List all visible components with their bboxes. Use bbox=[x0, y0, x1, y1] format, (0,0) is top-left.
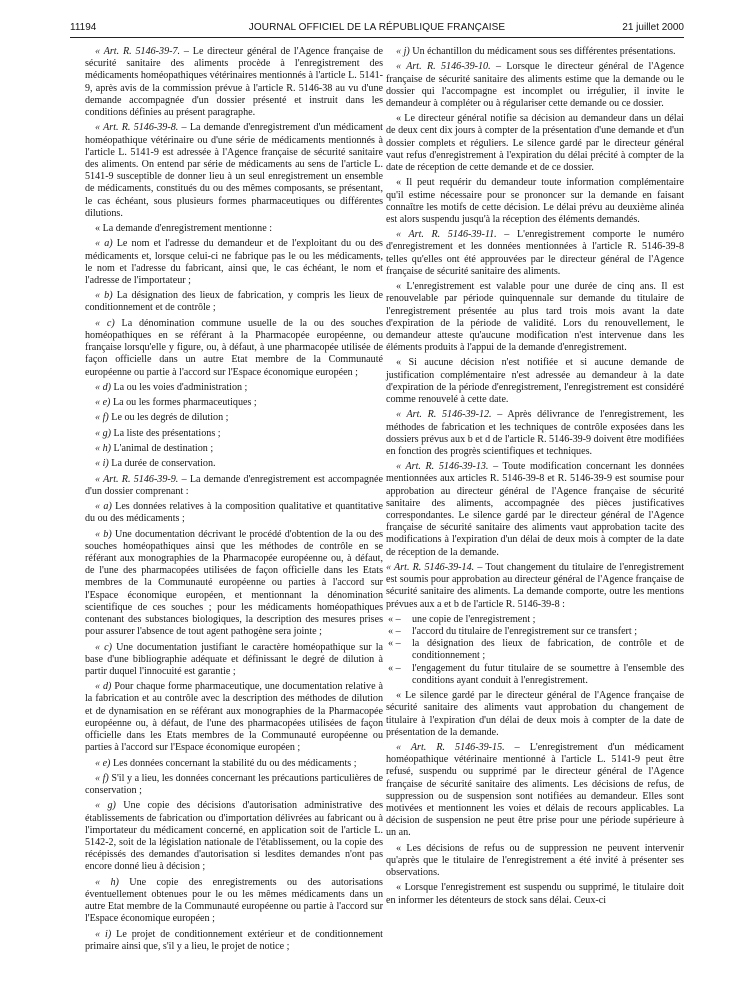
list-marker: « – bbox=[388, 613, 401, 625]
paragraph bbox=[85, 800, 383, 873]
item-letter: « f) bbox=[95, 412, 109, 424]
item-letter: « d) bbox=[95, 681, 112, 693]
paragraph-text: « Le directeur général notifie sa décision au demandeur dans un délai de deux cent dix jours à compter de la présentation d'une demande et d'un dossier complets et réguliers. Le silence gardé par le directeur général vaut refus d'enregistrement à l'expiration du délai précité à compter de la date de réception de cette demande et de ce dossier. bbox=[386, 113, 684, 174]
item-letter: « e) bbox=[95, 757, 111, 769]
paragraph-text: « Il peut requérir du demandeur toute information complémentaire qu'il estime nécessaire pour se prononcer sur la demande en faisant connaître les motifs de cette décision. Le délai prévu au deuxième alinéa est alors suspendu jusqu'à la réception des éléments demandés. bbox=[386, 177, 684, 225]
paragraph bbox=[386, 562, 684, 611]
paragraph-text: Une documentation décrivant le procédé d'obtention de la ou des souches homéopathiques ainsi que les méthodes de contrôle en se référant aux monographies de la Pharmacopée européenne ou, à défaut, de l'une des pharmacopées utilisées de façon officielle dans les Etats membres de la Communauté européenne ou parties à l'accord sur l'Espace économique européen, et mentionnant la dénomination scientifique de ces souches ; pour les médicaments homéopathiques contenant des substances biologiques, la description des mesures prises pour assurer l'absence de tout agent pathogène sera jointe ; bbox=[85, 528, 384, 638]
paragraph-text: La ou les voies d'administration ; bbox=[110, 381, 248, 393]
paragraph bbox=[386, 229, 684, 278]
page-header bbox=[70, 20, 684, 36]
item-letter: « e) bbox=[95, 397, 111, 409]
item-letter: « i) bbox=[95, 928, 112, 940]
list-item-text: la désignation des lieux de fabrication, de contrôle et de conditionnement ; bbox=[412, 638, 684, 662]
item-letter: « i) bbox=[95, 458, 109, 470]
dash-list bbox=[386, 614, 684, 687]
paragraph bbox=[85, 397, 383, 409]
paragraph-text: – L'enregistrement d'un médicament homéopathique vétérinaire mentionné à l'article L. 5141-9 peut être refusé, suspendu ou supprimé par le directeur général de l'Agence française de sécurité sanitaire des aliments. Les décisions de refus, de suppression ou de suspension sont notifiées au demandeur. Elles sont motivées et mentionnent les voies et délais de recours applicables. La décision de suspension ne peut être prise pour une période supérieure à un an. bbox=[386, 742, 684, 839]
paragraph bbox=[386, 461, 684, 559]
paragraph-text: « Le silence gardé par le directeur général de l'Agence française de sécurité sanitaire des aliments vaut approbation du changement de titulaire à l'expiration d'un délai de deux mois à compter de la date de présentation de la demande. bbox=[386, 690, 684, 738]
article-reference: « Art. R. 5146-39-10. bbox=[396, 61, 491, 73]
paragraph bbox=[85, 382, 383, 394]
item-letter: « h) bbox=[95, 876, 119, 888]
paragraph bbox=[85, 681, 383, 754]
article-reference: « Art. R. 5146-39-14. bbox=[386, 561, 475, 573]
item-letter: « c) bbox=[95, 641, 112, 653]
paragraph bbox=[85, 929, 383, 953]
paragraph bbox=[85, 428, 383, 440]
paragraph bbox=[85, 443, 383, 455]
paragraph bbox=[85, 529, 383, 639]
paragraph bbox=[85, 773, 383, 797]
paragraph-text: Les données relatives à la composition qualitative et quantitative du ou des médicaments ; bbox=[85, 501, 383, 525]
article-reference: « Art. R. 5146-39-9. bbox=[95, 473, 179, 485]
paragraph bbox=[85, 46, 383, 119]
item-letter: « a) bbox=[95, 501, 112, 513]
list-item-text: une copie de l'enregistrement ; bbox=[412, 613, 536, 625]
paragraph-text: Le ou les degrés de dilution ; bbox=[108, 412, 229, 424]
paragraph bbox=[85, 238, 383, 287]
paragraph bbox=[386, 46, 684, 58]
paragraph-text: « Si aucune décision n'est notifiée et si aucune demande de justification complémentaire n'est adressée au demandeur à la date d'expiration de la période d'enregistrement, l'enregistrement est considéré comme renouvelé à cette date. bbox=[386, 357, 684, 406]
paragraph-text: – L'enregistrement comporte le numéro d'enregistrement et les données mentionnées à l'article R. 5146-39-8 telles qu'elles ont été approuvées par le directeur général de l'Agence française de sécurité sanitaire des aliments. bbox=[386, 229, 684, 277]
list-item-text: l'engagement du futur titulaire de se soumettre à l'ensemble des conditions ayant conduit à l'enregistrement. bbox=[412, 662, 684, 686]
paragraph-text: Une documentation justifiant le caractère homéopathique sur la base d'une bibliographie adéquate et définissant le degré de dilution à partir duquel l'innocuité est garantie ; bbox=[85, 641, 383, 677]
paragraph-text: Pour chaque forme pharmaceutique, une documentation relative à la fabrication et au contrôle avec la description des méthodes de dilution et de dynamisation en se référant aux monographies de la Pharmacopée européenne ou, à défaut, de l'une des pharmacopées utilisées de façon officielle dans les Etats membres de la Communauté européenne ou parties à l'accord sur l'Espace économique européen ; bbox=[85, 681, 383, 754]
article-reference: « Art. R. 5146-39-11. bbox=[396, 229, 497, 241]
paragraph-text: « Lorsque l'enregistrement est suspendu ou supprimé, le titulaire doit en informer les détenteurs de stock sans délai. Ceux-ci bbox=[386, 882, 684, 906]
paragraph-text: La dénomination commune usuelle de la ou des souches homéopathiques en se référant à la Pharmacopée européenne, ou française lorsqu'elle y figure, ou, à défaut, à une pharmacopée utilisée de façon officielle dans un autre Etat membre de la Communauté européenne ou partie à l'accord sur l'Espace économique européen ; bbox=[85, 317, 383, 378]
paragraph bbox=[85, 290, 383, 314]
paragraph-text: La durée de conservation. bbox=[108, 458, 216, 470]
article-reference: « Art. R. 5146-39-12. bbox=[396, 409, 492, 421]
paragraph-text: Le projet de conditionnement extérieur et de conditionnement primaire ainsi que, s'il y a lieu, le projet de notice ; bbox=[85, 928, 383, 952]
dash-list-item bbox=[386, 663, 684, 687]
dash-list-item bbox=[386, 626, 684, 638]
paragraph bbox=[85, 758, 383, 770]
paragraph bbox=[85, 877, 383, 926]
item-letter: « j) bbox=[396, 46, 410, 57]
article-reference: « Art. R. 5146-39-15. bbox=[396, 742, 505, 753]
paragraph-text: Une copie des décisions d'autorisation administrative des établissements de fabrication ou d'importation délivrées au fabricant ou à l'importateur du médicament concerné, en application soit de l'article L. 5142-2, soit de la législation nationale de l'établissement, ou la copie des récépissés des demandes d'autorisation si lesdites demandes n'ont pas encore donné lieu à décision ; bbox=[85, 800, 384, 873]
paragraph bbox=[386, 690, 684, 739]
paragraph-text: – La demande d'enregistrement d'un médicament homéopathique vétérinaire ou d'une série de médicaments mentionnés à l'article L. 5141-9 est adressée à l'Agence française de sécurité sanitaire des aliments. On entend par série de médicaments au sens de l'article L. 5141-9 susceptible de donner lieu à un seul enregistrement un ensemble de médicaments, constitués du ou des mêmes composants, se présentant, le cas échéant, sous plusieurs formes pharmaceutiques ou différentes dilutions. bbox=[85, 122, 383, 219]
paragraph-text: Le nom et l'adresse du demandeur et de l'exploitant du ou des médicaments et, lorsque celui-ci ne fabrique pas le ou les médicaments, le nom et l'adresse du fabricant, ainsi que, le cas échéant, le nom et l'adresse de l'importateur ; bbox=[85, 238, 383, 286]
paragraph bbox=[85, 501, 383, 525]
paragraph-text: – Tout changement du titulaire de l'enregistrement est soumis pour approbation au directeur général de l'Agence française de sécurité sanitaire des aliments. La demande comporte, outre les mentions prévues aux a et b de l'article R. 5146-39-8 : bbox=[386, 561, 684, 610]
paragraph-text: La ou les formes pharmaceutiques ; bbox=[110, 397, 257, 409]
paragraph bbox=[386, 61, 684, 110]
item-letter: « g) bbox=[95, 427, 111, 439]
item-letter: « b) bbox=[95, 290, 113, 302]
item-letter: « c) bbox=[95, 317, 115, 329]
paragraph bbox=[386, 113, 684, 174]
paragraph bbox=[386, 882, 684, 906]
paragraph bbox=[386, 409, 684, 458]
paragraph-text: – Lorsque le directeur général de l'Agence française de sécurité sanitaire des aliments estime que la demande ou le dossier qui l'accompagne est incomplet ou irrégulier, il invite le demandeur à compléter ou à régulariser cette demande ou ce dossier. bbox=[386, 61, 684, 109]
page-number: 11194 bbox=[70, 22, 97, 33]
header-rule bbox=[70, 37, 684, 38]
paragraph-text: – Le directeur général de l'Agence française de sécurité sanitaire des aliments procède à l'enregistrement des médicaments homéopathiques vétérinaires mentionnés à l'article L. 5141-9, après avis de la commission prévue à l'article R. 5146-38 au vu d'une demande accompagnée d'un dossier présenté et instruit dans les conditions définies au présent paragraphe. bbox=[85, 46, 383, 119]
item-letter: « d) bbox=[95, 381, 111, 393]
paragraph bbox=[85, 642, 383, 679]
item-letter: « g) bbox=[95, 800, 116, 812]
paragraph-text: Les données concernant la stabilité du ou des médicaments ; bbox=[110, 757, 357, 769]
paragraph-text: « La demande d'enregistrement mentionne : bbox=[95, 223, 272, 235]
paragraph-text: Une copie des enregistrements ou des autorisations éventuellement obtenues pour le ou les mêmes médicaments dans un autre Etat membre de la Communauté européenne ou partie à l'accord sur l'Espace économique européen ; bbox=[85, 876, 383, 925]
paragraph-text: « L'enregistrement est valable pour une durée de cinq ans. Il est renouvelable par période quinquennale sur demande du titulaire de l'enregistrement présentée au plus tard trois mois avant la date d'expiration de la période de validité. Lors du renouvellement, le demandeur atteste qu'aucune modification n'est intervenue dans les éléments produits à l'appui de la demande d'enregistrement. bbox=[386, 281, 684, 354]
article-reference: « Art. R. 5146-39-7. bbox=[95, 46, 181, 57]
paragraph bbox=[85, 412, 383, 424]
paragraph bbox=[85, 458, 383, 470]
dash-list-item bbox=[386, 614, 684, 626]
paragraph bbox=[85, 318, 383, 379]
left-column bbox=[85, 46, 383, 956]
paragraph bbox=[85, 223, 383, 235]
paragraph-text: La liste des présentations ; bbox=[110, 427, 221, 439]
paragraph-text: L'animal de destination ; bbox=[110, 443, 214, 455]
item-letter: « f) bbox=[95, 772, 109, 784]
paragraph-text: – La demande d'enregistrement est accompagnée d'un dossier comprenant : bbox=[85, 473, 383, 497]
paragraph-text: S'il y a lieu, les données concernant les précautions particulières de conservation ; bbox=[85, 772, 383, 797]
item-letter: « a) bbox=[95, 238, 113, 250]
right-column bbox=[386, 46, 684, 910]
paragraph-text: – Après délivrance de l'enregistrement, les méthodes de fabrication et les techniques de contrôle exposées dans les dossiers prévus aux b et d de l'article R. 5146-39-9 doivent être modifiées en fonction des progrès scientifiques et techniques. bbox=[386, 409, 684, 457]
item-letter: « h) bbox=[95, 443, 111, 455]
article-reference: « Art. R. 5146-39-8. bbox=[95, 122, 179, 134]
article-reference: « Art. R. 5146-39-13. bbox=[396, 461, 489, 473]
paragraph-text: Un échantillon du médicament sous ses différentes présentations. bbox=[409, 46, 676, 57]
paragraph bbox=[386, 843, 684, 880]
dash-list-item bbox=[386, 638, 684, 662]
list-item-text: l'accord du titulaire de l'enregistrement sur ce transfert ; bbox=[412, 626, 638, 638]
issue-date: 21 juillet 2000 bbox=[622, 22, 684, 33]
paragraph bbox=[386, 357, 684, 406]
list-marker: « – bbox=[388, 662, 401, 674]
paragraph-text: La désignation des lieux de fabrication, y compris les lieux de conditionnement et de contrôle ; bbox=[85, 290, 383, 314]
list-marker: « – bbox=[388, 626, 401, 638]
paragraph bbox=[386, 742, 684, 840]
paragraph-text: – Toute modification concernant les données mentionnées aux articles R. 5146-39-8 et R. 5146-39-9 est soumise pour approbation au directeur général de l'Agence française de sécurité sanitaire des aliments, accompagnée des pièces justificatives correspondantes. Le silence gardé par le directeur général de l'Agence française de sécurité sanitaire des aliments vaut approbation tacite des modifications à l'expiration d'un délai de deux mois à compter de la date de réception de la demande. bbox=[386, 461, 684, 558]
paragraph bbox=[386, 177, 684, 226]
list-marker: « – bbox=[388, 638, 401, 650]
paragraph bbox=[85, 122, 383, 220]
paragraph-text: « Les décisions de refus ou de suppression ne peuvent intervenir qu'après que le titulaire de l'enregistrement a été invité à présenter ses observations. bbox=[386, 842, 684, 879]
item-letter: « b) bbox=[95, 528, 112, 540]
paragraph bbox=[386, 281, 684, 354]
paragraph bbox=[85, 474, 383, 498]
journal-title: JOURNAL OFFICIEL DE LA RÉPUBLIQUE FRANÇAISE bbox=[248, 22, 506, 33]
